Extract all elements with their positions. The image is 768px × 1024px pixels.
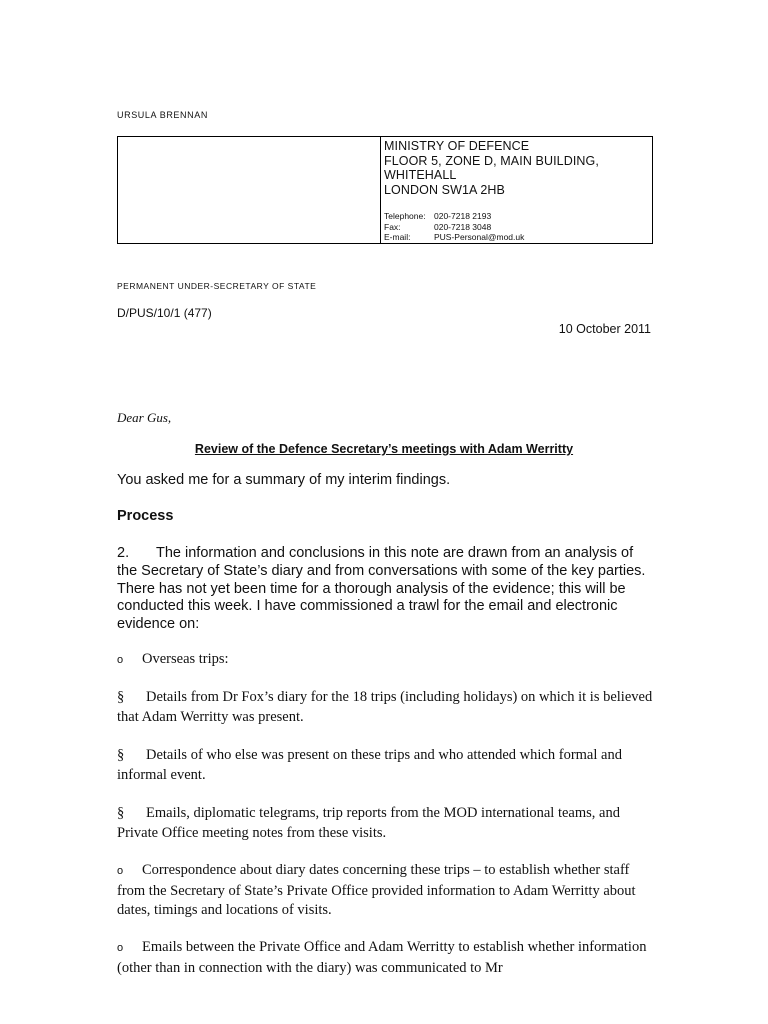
list-item-text: Overseas trips: [142, 651, 229, 667]
list-item-text: Correspondence about diary dates concerning these trips – to establish whether staff from the Secretary of State’s Private Office provided information to Adam Werritty about dates, timings and locations of visits. [117, 862, 636, 918]
section-marker: § [117, 689, 125, 705]
intro-paragraph: You asked me for a summary of my interim findings. [117, 472, 451, 488]
list-item [117, 688, 657, 727]
paragraph-2 [117, 545, 657, 634]
contact-label: Fax: [384, 221, 401, 232]
list-item-text: Details of who else was present on these trips and who attended which formal and informal event. [117, 747, 622, 783]
paragraph-number: 2. [117, 545, 130, 561]
contact-telephone [384, 211, 524, 222]
contact-label: Telephone: [384, 211, 426, 221]
sender-name: URSULA BRENNAN [117, 110, 208, 120]
paragraph-text: The information and conclusions in this note are drawn from an analysis of the Secretary of State’s diary and from conversations with some of the key parties. There has not yet been time for a thorough analysis of the evidence; this will be conducted this week. I have commissioned a trawl for the email and electronic evidence on: [117, 545, 646, 633]
section-marker: § [117, 805, 125, 821]
bullet-marker: o [117, 654, 124, 666]
contact-value: PUS-Personal@mod.uk [434, 232, 525, 242]
address-block [384, 139, 652, 197]
salutation: Dear Gus, [117, 410, 172, 425]
contact-value: 020-7218 2193 [434, 211, 492, 221]
subject-line: Review of the Defence Secretary’s meetings with Adam Werritty [194, 442, 574, 456]
letterhead-box [117, 136, 653, 244]
section-marker: § [117, 747, 125, 763]
list-item-text: Emails between the Private Office and Adam Werritty to establish whether information (other than in connection with the diary) was communicated to Mr [117, 939, 647, 976]
contact-block [384, 211, 524, 243]
section-heading: Process [117, 508, 174, 524]
letterhead-divider [380, 137, 381, 243]
contact-label: E-mail: [384, 232, 411, 242]
sender-title: PERMANENT UNDER-SECRETARY OF STATE [117, 281, 317, 291]
contact-email [384, 232, 524, 243]
list-item-text: Details from Dr Fox’s diary for the 18 trips (including holidays) on which it is believed that Adam Werritty was present. [117, 689, 653, 725]
list-item [117, 938, 657, 978]
list-item-text: Emails, diplomatic telegrams, trip reports from the MOD international teams, and Private Office meeting notes from these visits. [117, 805, 620, 841]
address-line: MINISTRY OF DEFENCE [384, 139, 530, 153]
address-line: WHITEHALL [384, 168, 457, 182]
address-line: FLOOR 5, ZONE D, MAIN BUILDING, [384, 153, 599, 168]
address-line: LONDON SW1A 2HB [384, 182, 505, 197]
reference-number: D/PUS/10/1 (477) [117, 306, 212, 320]
bullet-marker: o [117, 865, 124, 877]
bullet-marker: o [117, 942, 124, 954]
list-item [117, 746, 657, 785]
letter-date: 10 October 2011 [558, 322, 651, 336]
contact-value: 020-7218 3048 [434, 221, 492, 232]
list-item [117, 861, 657, 921]
contact-fax [384, 222, 524, 233]
list-item [117, 650, 657, 671]
list-item [117, 804, 657, 843]
